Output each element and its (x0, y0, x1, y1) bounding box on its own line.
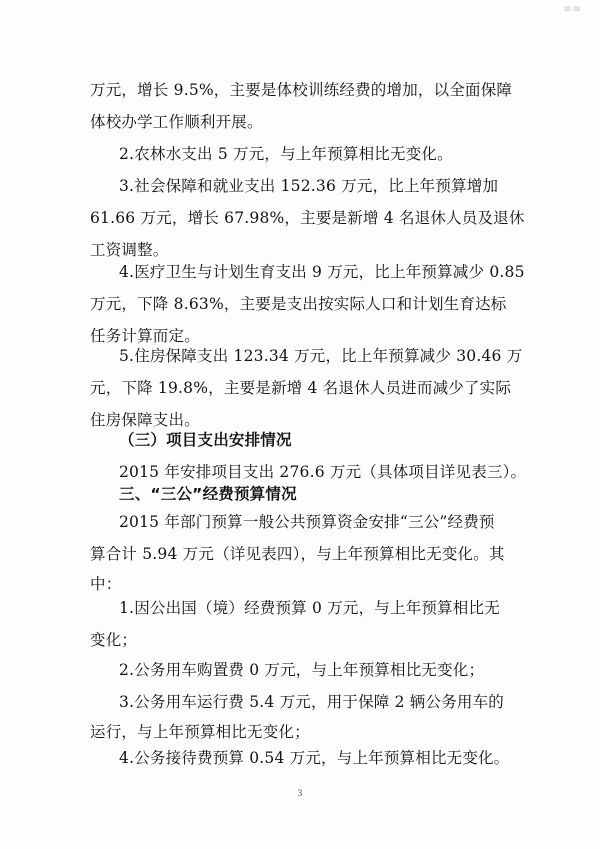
text-line: 工资调整。 (90, 241, 169, 259)
text-line: 4.医疗卫生与计划生育支出 9 万元，比上年预算减少 0.85 (119, 263, 525, 281)
text-line: 2.公务用车购置费 0 万元，与上年预算相比无变化； (119, 661, 485, 679)
text-line: 3.社会保障和就业支出 152.36 万元，比上年预算增加 (119, 177, 499, 195)
text-line: 算合计 5.94 万元（详见表四），与上年预算相比无变化。其 (90, 545, 505, 563)
section-heading-project-expenditure: （三）项目支出安排情况 (119, 431, 292, 449)
text-line: 元，下降 19.8%，主要是新增 4 名退休人员进而减少了实际 (90, 379, 512, 397)
text-line: 1.因公出国（境）经费预算 0 万元，与上年预算相比无 (119, 599, 500, 617)
text-line: 万元，下降 8.63%，主要是支出按实际人口和计划生育达标 (90, 295, 507, 313)
text-line: 61.66 万元，增长 67.98%，主要是新增 4 名退休人员及退休 (90, 209, 525, 227)
text-line: 3.公务用车运行费 5.4 万元，用于保障 2 辆公务用车的 (119, 693, 505, 711)
text-line: 2015 年部门预算一般公共预算资金安排“三公”经费预 (119, 513, 495, 531)
text-line: 任务计算而定。 (90, 327, 200, 345)
scan-corner-mark: ≡≡ (563, 4, 582, 15)
page-number: 3 (297, 788, 303, 798)
text-line: 5.住房保障支出 123.34 万元，比上年预算减少 30.46 万 (119, 347, 523, 365)
text-line: 2015 年安排项目支出 276.6 万元（具体项目详见表三）。 (119, 463, 527, 481)
text-line: 万元，增长 9.5%，主要是体校训练经费的增加，以全面保障 (90, 81, 513, 99)
text-line: 体校办学工作顺利开展。 (90, 113, 263, 131)
text-line: 变化； (90, 631, 138, 649)
text-line: 住房保障支出。 (90, 411, 200, 429)
text-line: 2.农林水支出 5 万元，与上年预算相比无变化。 (119, 145, 453, 163)
section-heading-three-public: 三、“三公”经费预算情况 (119, 485, 297, 503)
text-line: 运行，与上年预算相比无变化； (90, 723, 310, 741)
text-line: 中： (90, 575, 122, 593)
text-line: 4.公务接待费预算 0.54 万元，与上年预算相比无变化。 (119, 749, 510, 767)
